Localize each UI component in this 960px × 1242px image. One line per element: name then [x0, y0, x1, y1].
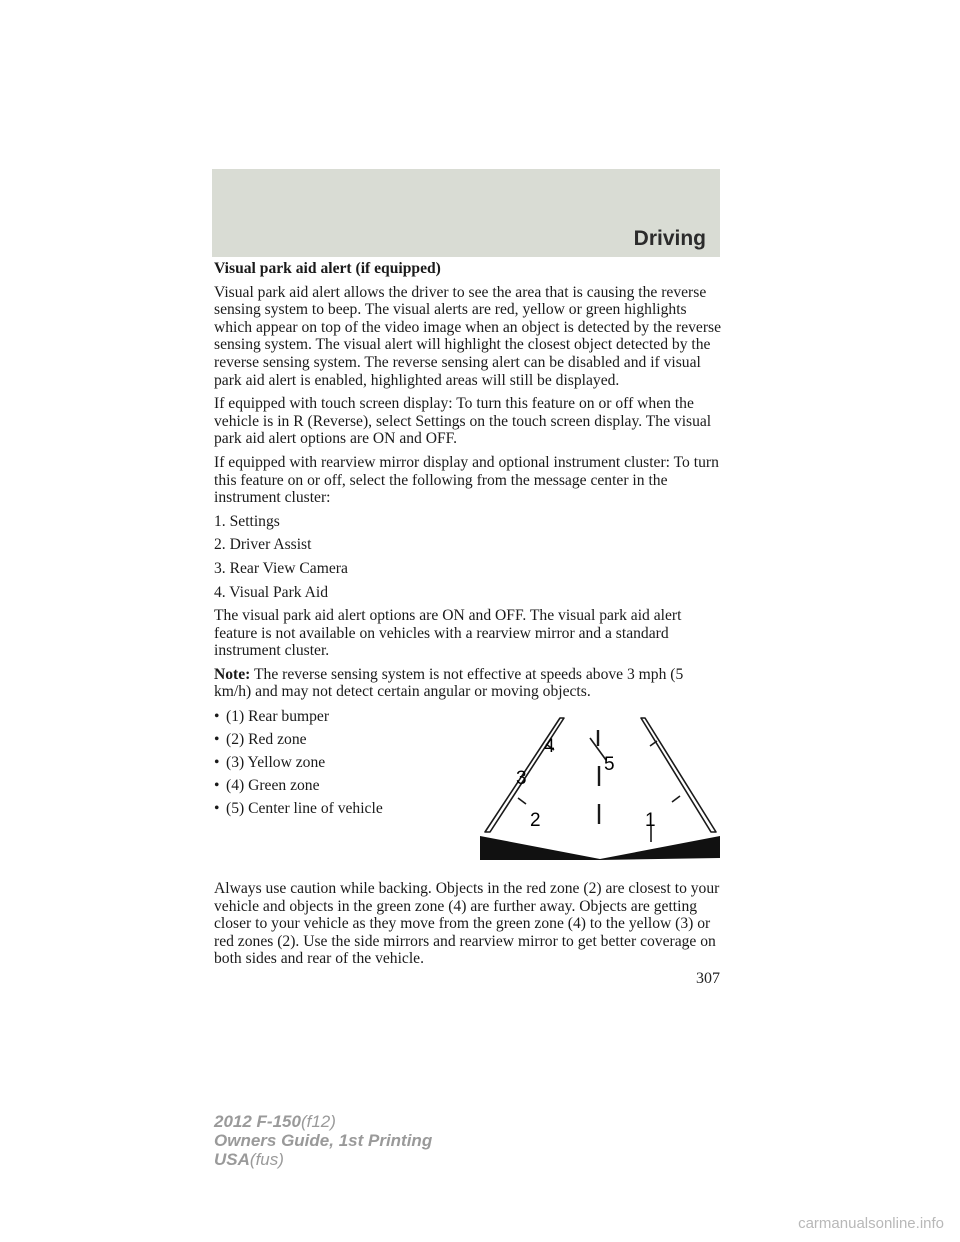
footer-model: 2012 F-150: [214, 1112, 301, 1131]
bullet-glyph: •: [214, 799, 220, 817]
paragraph-mirror-display: If equipped with rearview mirror display and optional instrument cluster: To turn this feature on or off, select the following from the message center in the instrument cluster:: [214, 453, 719, 507]
list-item-text: (3) Yellow zone: [226, 753, 326, 771]
bullet-glyph: •: [214, 753, 220, 771]
list-item-text: (1) Rear bumper: [226, 708, 330, 725]
document-footer: [214, 1112, 432, 1169]
note-text: The reverse sensing system is not effective at speeds above 3 mph (5 km/h) and may not detect certain angular or moving objects.: [214, 665, 684, 701]
footer-region-code: (fus): [249, 1150, 284, 1169]
page-number: 307: [696, 970, 720, 987]
list-item-text: (4) Green zone: [226, 776, 320, 794]
list-item: [214, 754, 454, 772]
footer-region: USA: [214, 1150, 250, 1169]
paragraph-closing: Always use caution while backing. Objects in the red zone (2) are closest to your vehicle and objects in the green zone (4) are further away. Objects are getting closer to your vehicle as they move from the green zone (4) to the yellow (3) or red zones (2). Use the side mirrors and rearview mirror to get better coverage on both sides and rear of the vehicle.: [214, 880, 720, 968]
section-title: Driving: [633, 227, 706, 250]
paragraph-intro: Visual park aid alert allows the driver to see the area that is causing the reverse sensing system to beep. The visual alerts are red, yellow or green highlights which appear on top of the video image when an object is detected by the reverse sensing system. The visual alert will highlight the closest object detected by the reverse sensing system. The reverse sensing alert can be disabled and if visual park aid alert is enabled, highlighted areas will still be displayed.: [214, 283, 722, 389]
diagram-label-5: 5: [604, 754, 615, 775]
note: [214, 666, 724, 701]
list-item: [214, 708, 454, 726]
list-item: [214, 731, 454, 749]
paragraph-touch-screen: If equipped with touch screen display: To turn this feature on or off when the vehicle is in R (Reverse), select Settings on the touch screen display. The visual park aid alert options are ON and OFF.: [214, 395, 712, 448]
bullet-glyph: •: [214, 730, 220, 748]
watermark[interactable]: carmanualsonline.info: [798, 1215, 944, 1232]
footer-model-code: (f12): [300, 1112, 336, 1131]
list-item-text: (2) Red zone: [226, 730, 307, 748]
zone-legend-list: [214, 708, 454, 823]
right-red-segment: [672, 796, 680, 802]
center-line: [598, 730, 599, 824]
diagram-label-3: 3: [516, 768, 527, 789]
diagram-label-1: 1: [645, 810, 656, 831]
diagram-label-2: 2: [530, 810, 541, 831]
rear-bumper-shape: [480, 836, 720, 860]
footer-guide: Owners Guide, 1st Printing: [214, 1131, 433, 1150]
step-item: 3. Rear View Camera: [214, 559, 348, 577]
list-item: [214, 800, 454, 818]
step-item: 2. Driver Assist: [214, 536, 312, 554]
bullet-glyph: •: [214, 776, 220, 794]
park-aid-zone-diagram: [480, 714, 720, 864]
diagram-label-4: 4: [544, 736, 555, 757]
paragraph-options: The visual park aid alert options are ON and OFF. The visual park aid alert feature is not available on vehicles with a rearview mirror and a standard instrument cluster.: [214, 607, 682, 660]
section-heading: Visual park aid alert (if equipped): [214, 260, 441, 277]
note-label: Note:: [214, 665, 251, 683]
bullet-glyph: •: [214, 708, 220, 725]
left-red-segment: [518, 798, 526, 804]
step-item: 4. Visual Park Aid: [214, 583, 328, 601]
list-item-text: (5) Center line of vehicle: [226, 799, 383, 817]
list-item: [214, 777, 454, 795]
section-header-band: [212, 169, 720, 257]
main-content: [214, 260, 724, 707]
step-item: 1. Settings: [214, 512, 280, 530]
